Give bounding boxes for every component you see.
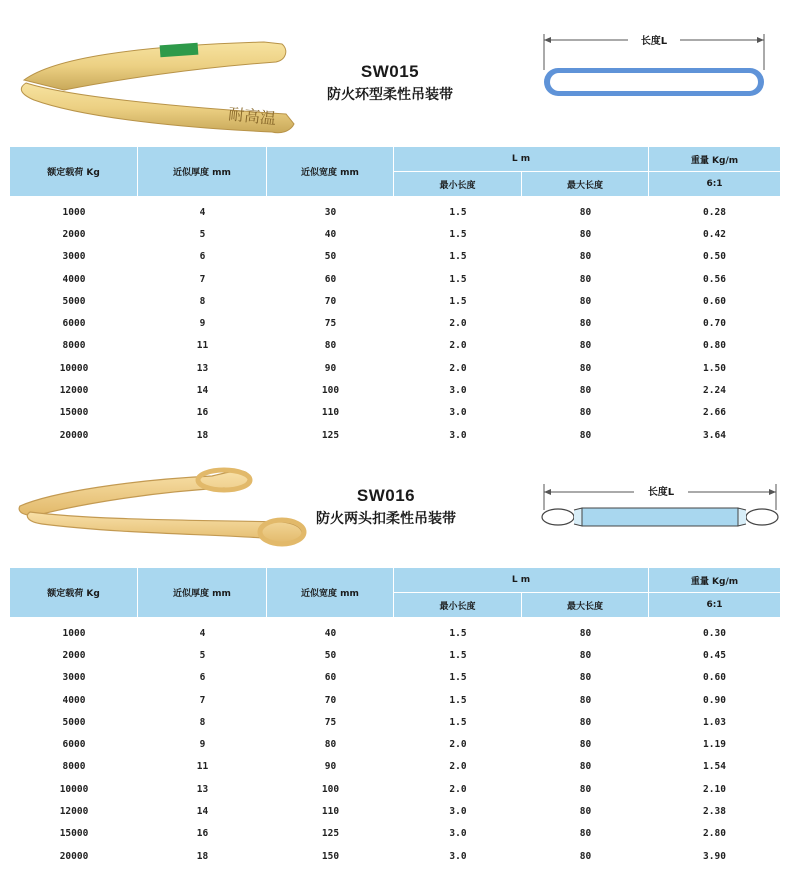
cell-load: 3000 xyxy=(62,251,86,263)
cell-width: 150 xyxy=(321,850,340,862)
cell-thickness: 6 xyxy=(199,251,206,263)
product-code: SW016 xyxy=(356,486,416,505)
cell-width: 125 xyxy=(321,828,340,840)
cell-thickness: 11 xyxy=(196,340,209,352)
header-weight: 重量 Kg/m xyxy=(649,147,780,172)
cell-min-length: 2.0 xyxy=(449,362,467,374)
cell-thickness: 7 xyxy=(199,694,206,706)
cell-min-length: 3.0 xyxy=(449,407,467,419)
cell-load: 20000 xyxy=(59,429,89,441)
cell-weight: 3.64 xyxy=(703,429,726,441)
product-title xyxy=(260,62,520,104)
cell-load: 10000 xyxy=(59,783,89,795)
cell-width: 30 xyxy=(324,206,337,218)
cell-min-length: 3.0 xyxy=(449,806,467,818)
cell-width: 40 xyxy=(324,228,337,240)
cell-min-length: 3.0 xyxy=(449,850,467,862)
cell-weight: 0.56 xyxy=(703,273,726,285)
table-row xyxy=(10,800,780,822)
cell-width: 70 xyxy=(324,295,337,307)
cell-max-length: 80 xyxy=(579,340,592,352)
cell-min-length: 3.0 xyxy=(449,429,467,441)
cell-load: 8000 xyxy=(62,761,86,773)
cell-max-length: 80 xyxy=(579,251,592,263)
cell-load: 20000 xyxy=(59,850,89,862)
cell-weight: 0.30 xyxy=(703,627,726,639)
header-length: L m xyxy=(394,147,649,172)
header-load: 额定载荷 Kg xyxy=(10,568,138,618)
eye-sling-diagram xyxy=(536,480,786,536)
table-row xyxy=(10,618,780,644)
cell-min-length: 1.5 xyxy=(449,206,467,218)
cell-min-length: 1.5 xyxy=(449,273,467,285)
product-code: SW015 xyxy=(360,62,420,81)
spec-table xyxy=(10,147,780,446)
product-name: 防火两头扣柔性吊装带 xyxy=(316,511,456,527)
cell-min-length: 2.0 xyxy=(449,761,467,773)
cell-thickness: 11 xyxy=(196,761,209,773)
dimension-label: 长度L xyxy=(640,36,668,47)
cell-weight: 1.03 xyxy=(703,716,726,728)
cell-width: 90 xyxy=(324,362,337,374)
cell-thickness: 14 xyxy=(196,385,209,397)
cell-weight: 2.80 xyxy=(703,828,726,840)
cell-width: 50 xyxy=(324,251,337,263)
cell-min-length: 2.0 xyxy=(449,318,467,330)
table-row xyxy=(10,268,780,290)
cell-max-length: 80 xyxy=(579,806,592,818)
cell-load: 5000 xyxy=(62,716,86,728)
cell-max-length: 80 xyxy=(579,672,592,684)
cell-weight: 2.38 xyxy=(703,806,726,818)
cell-min-length: 1.5 xyxy=(449,627,467,639)
cell-weight: 0.28 xyxy=(703,206,726,218)
cell-min-length: 1.5 xyxy=(449,251,467,263)
cell-max-length: 80 xyxy=(579,739,592,751)
cell-load: 3000 xyxy=(62,672,86,684)
cell-min-length: 1.5 xyxy=(449,672,467,684)
cell-load: 10000 xyxy=(59,362,89,374)
table-row xyxy=(10,335,780,357)
header-thickness: 近似厚度 mm xyxy=(138,568,267,618)
cell-width: 70 xyxy=(324,694,337,706)
cell-thickness: 8 xyxy=(199,295,206,307)
loop-sling-diagram xyxy=(540,30,780,108)
cell-thickness: 8 xyxy=(199,716,206,728)
cell-max-length: 80 xyxy=(579,429,592,441)
cell-width: 75 xyxy=(324,318,337,330)
cell-weight: 1.19 xyxy=(703,739,726,751)
table-row xyxy=(10,290,780,312)
cell-min-length: 3.0 xyxy=(449,385,467,397)
header-min-length: 最小长度 xyxy=(394,172,522,197)
cell-max-length: 80 xyxy=(579,716,592,728)
cell-weight: 1.54 xyxy=(703,761,726,773)
cell-width: 40 xyxy=(324,627,337,639)
cell-weight: 0.80 xyxy=(703,340,726,352)
cell-max-length: 80 xyxy=(579,694,592,706)
header-min-length: 最小长度 xyxy=(394,593,522,618)
cell-width: 110 xyxy=(321,806,340,818)
sling-label-text: 耐高温 xyxy=(227,104,278,129)
cell-thickness: 7 xyxy=(199,273,206,285)
cell-load: 12000 xyxy=(59,806,89,818)
cell-load: 15000 xyxy=(59,828,89,840)
cell-min-length: 1.5 xyxy=(449,295,467,307)
cell-min-length: 2.0 xyxy=(449,739,467,751)
table-row xyxy=(10,402,780,424)
spec-table-sw015 xyxy=(10,147,780,446)
cell-width: 50 xyxy=(324,649,337,661)
spec-table xyxy=(10,568,780,867)
cell-max-length: 80 xyxy=(579,850,592,862)
dimension-label: 长度L xyxy=(647,487,675,498)
cell-min-length: 1.5 xyxy=(449,649,467,661)
cell-max-length: 80 xyxy=(579,783,592,795)
cell-min-length: 1.5 xyxy=(449,228,467,240)
product-title xyxy=(256,486,516,528)
cell-thickness: 13 xyxy=(196,362,209,374)
cell-max-length: 80 xyxy=(579,761,592,773)
cell-weight: 3.90 xyxy=(703,850,726,862)
cell-load: 6000 xyxy=(62,318,86,330)
cell-load: 1000 xyxy=(62,627,86,639)
cell-weight: 0.42 xyxy=(703,228,726,240)
cell-width: 110 xyxy=(321,407,340,419)
table-row xyxy=(10,823,780,845)
cell-thickness: 14 xyxy=(196,806,209,818)
table-row xyxy=(10,711,780,733)
cell-thickness: 5 xyxy=(199,649,206,661)
cell-width: 100 xyxy=(321,783,340,795)
cell-thickness: 6 xyxy=(199,672,206,684)
table-row xyxy=(10,246,780,268)
cell-thickness: 9 xyxy=(199,739,206,751)
cell-weight: 0.70 xyxy=(703,318,726,330)
cell-max-length: 80 xyxy=(579,627,592,639)
cell-load: 6000 xyxy=(62,739,86,751)
cell-min-length: 2.0 xyxy=(449,340,467,352)
cell-thickness: 18 xyxy=(196,850,209,862)
header-weight: 重量 Kg/m xyxy=(649,568,780,593)
table-row xyxy=(10,667,780,689)
cell-max-length: 80 xyxy=(579,407,592,419)
cell-weight: 2.24 xyxy=(703,385,726,397)
cell-max-length: 80 xyxy=(579,206,592,218)
header-width: 近似宽度 mm xyxy=(267,147,394,197)
cell-thickness: 4 xyxy=(199,206,206,218)
header-length: L m xyxy=(394,568,649,593)
table-row xyxy=(10,778,780,800)
cell-load: 4000 xyxy=(62,694,86,706)
table-row xyxy=(10,379,780,401)
table-row xyxy=(10,223,780,245)
cell-thickness: 9 xyxy=(199,318,206,330)
table-row xyxy=(10,357,780,379)
product-name: 防火环型柔性吊装带 xyxy=(327,87,453,103)
header-thickness: 近似厚度 mm xyxy=(138,147,267,197)
cell-width: 60 xyxy=(324,273,337,285)
cell-load: 2000 xyxy=(62,228,86,240)
product-section-sw016 xyxy=(0,440,800,878)
table-row xyxy=(10,689,780,711)
cell-max-length: 80 xyxy=(579,649,592,661)
header-max-length: 最大长度 xyxy=(522,172,649,197)
cell-weight: 2.10 xyxy=(703,783,726,795)
cell-max-length: 80 xyxy=(579,828,592,840)
cell-min-length: 3.0 xyxy=(449,828,467,840)
cell-width: 60 xyxy=(324,672,337,684)
cell-load: 15000 xyxy=(59,407,89,419)
cell-weight: 0.60 xyxy=(703,672,726,684)
cell-min-length: 1.5 xyxy=(449,716,467,728)
spec-table-sw016 xyxy=(10,568,780,867)
cell-weight: 0.45 xyxy=(703,649,726,661)
cell-load: 2000 xyxy=(62,649,86,661)
cell-width: 80 xyxy=(324,340,337,352)
header-ratio: 6:1 xyxy=(649,593,780,618)
cell-load: 4000 xyxy=(62,273,86,285)
table-row xyxy=(10,845,780,867)
cell-min-length: 2.0 xyxy=(449,783,467,795)
table-row xyxy=(10,644,780,666)
header-max-length: 最大长度 xyxy=(522,593,649,618)
cell-load: 12000 xyxy=(59,385,89,397)
cell-thickness: 18 xyxy=(196,429,209,441)
cell-thickness: 5 xyxy=(199,228,206,240)
cell-weight: 1.50 xyxy=(703,362,726,374)
header-ratio: 6:1 xyxy=(649,172,780,197)
cell-max-length: 80 xyxy=(579,228,592,240)
cell-load: 1000 xyxy=(62,206,86,218)
header-load: 额定载荷 Kg xyxy=(10,147,138,197)
table-row xyxy=(10,312,780,334)
cell-load: 8000 xyxy=(62,340,86,352)
cell-max-length: 80 xyxy=(579,362,592,374)
cell-max-length: 80 xyxy=(579,318,592,330)
cell-width: 100 xyxy=(321,385,340,397)
cell-max-length: 80 xyxy=(579,385,592,397)
cell-min-length: 1.5 xyxy=(449,694,467,706)
cell-thickness: 4 xyxy=(199,627,206,639)
cell-width: 125 xyxy=(321,429,340,441)
cell-width: 80 xyxy=(324,739,337,751)
cell-width: 90 xyxy=(324,761,337,773)
cell-width: 75 xyxy=(324,716,337,728)
header-width: 近似宽度 mm xyxy=(267,568,394,618)
cell-thickness: 13 xyxy=(196,783,209,795)
cell-max-length: 80 xyxy=(579,273,592,285)
table-body xyxy=(10,618,780,867)
cell-weight: 0.90 xyxy=(703,694,726,706)
cell-weight: 2.66 xyxy=(703,407,726,419)
cell-weight: 0.60 xyxy=(703,295,726,307)
table-row xyxy=(10,756,780,778)
table-body xyxy=(10,197,780,446)
cell-thickness: 16 xyxy=(196,828,209,840)
table-row xyxy=(10,197,780,223)
cell-load: 5000 xyxy=(62,295,86,307)
cell-thickness: 16 xyxy=(196,407,209,419)
table-row xyxy=(10,733,780,755)
cell-max-length: 80 xyxy=(579,295,592,307)
cell-weight: 0.50 xyxy=(703,251,726,263)
